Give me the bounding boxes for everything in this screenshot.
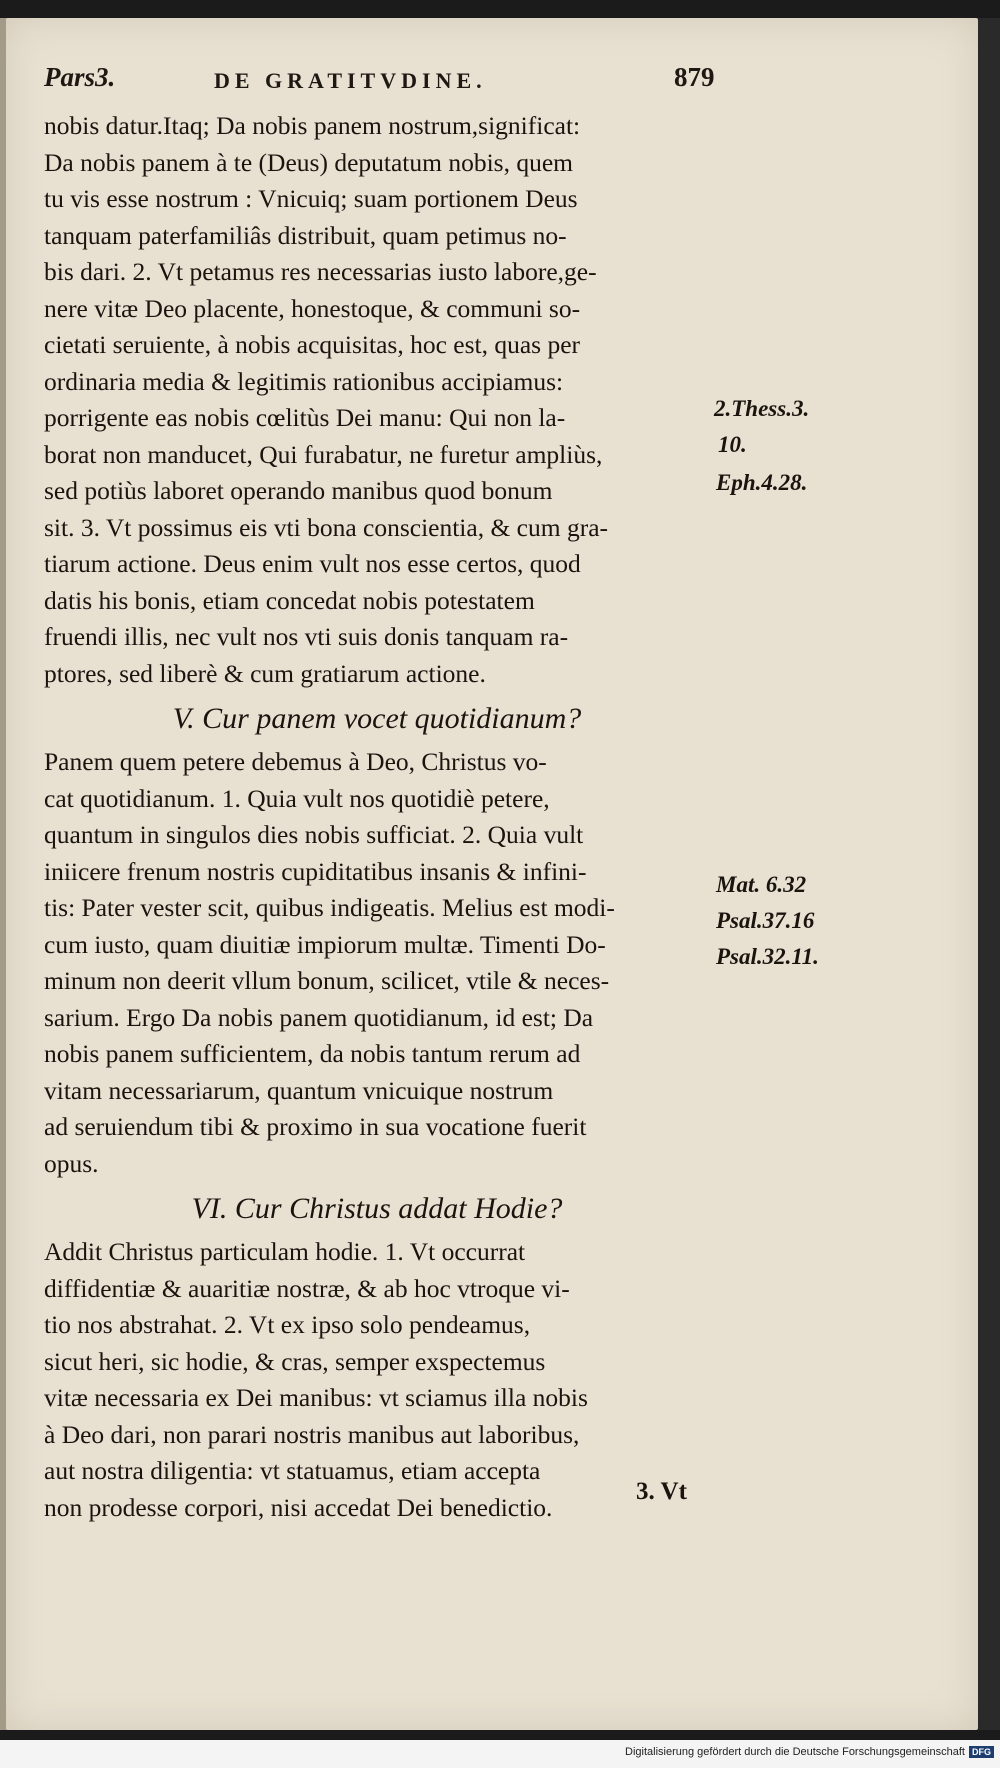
funding-credit — [625, 1746, 994, 1758]
paragraph-intro — [44, 108, 710, 692]
text-line: tiarum actione. Deus enim vult nos esse certos, quod — [44, 549, 581, 578]
text-line: tanquam paterfamiliâs distribuit, quam petimus no- — [44, 220, 567, 250]
running-head-part: Pars3. — [44, 62, 116, 92]
text-line: Addit Christus particulam hodie. 1. Vt occurrat — [44, 1237, 526, 1266]
text-line: ptores, sed liberè & cum gratiarum actione. — [44, 658, 486, 688]
text-line: datis his bonis, etiam concedat nobis potestatem — [44, 585, 535, 615]
page-right-edge — [978, 18, 1000, 1730]
text-line: tis: Pater vester scit, quibus indigeatis. Melius est modi- — [44, 893, 615, 922]
catchword: 3. Vt — [636, 1478, 687, 1505]
margin-note-eph: Eph.4.28. — [716, 470, 808, 495]
margin-note-thess-verse: 10. — [718, 432, 747, 457]
paragraph-section-5 — [44, 744, 710, 1182]
text-line: sarium. Ergo Da nobis panem quotidianum, id est; Da — [44, 1002, 594, 1032]
page-number: 879 — [674, 62, 715, 92]
section-heading-6: VI. Cur Christus addat Hodie? — [191, 1192, 563, 1225]
running-head-title: DE GRATITVDINE. — [214, 68, 487, 93]
text-line: vitam necessariarum, quantum vnicuique nostrum — [44, 1075, 554, 1105]
text-line: tio nos abstrahat. 2. Vt ex ipso solo pendeamus, — [44, 1310, 531, 1339]
text-line: borat non manducet, Qui furabatur, ne furetur ampliùs, — [44, 439, 603, 469]
text-line: nobis panem sufficientem, da nobis tantum rerum ad — [44, 1039, 581, 1068]
text-line: sed potiùs laboret operando manibus quod bonum — [44, 476, 553, 505]
text-line: cum iusto, quam diuitiæ impiorum multæ. Timenti Do- — [44, 929, 606, 959]
section-heading-5: V. Cur panem vocet quotidianum? — [172, 702, 582, 735]
text-line: ordinaria media & legitimis rationibus accipiamus: — [44, 366, 564, 396]
text-line: aut nostra diligentia: vt statuamus, etiam accepta — [44, 1456, 541, 1485]
text-line: bis dari. 2. Vt petamus res necessarias iusto labore,ge- — [44, 257, 597, 286]
text-line: iniicere frenum nostris cupiditatibus insanis & infini- — [44, 856, 587, 886]
text-line: sicut heri, sic hodie, & cras, semper exspectemus — [44, 1346, 546, 1376]
text-line: minum non deerit vllum bonum, scilicet, vtile & neces- — [44, 966, 610, 995]
text-line: cat quotidianum. 1. Quia vult nos quotidiè petere, — [44, 783, 550, 813]
text-line: à Deo dari, non parari nostris manibus aut laboribus, — [44, 1419, 580, 1449]
margin-note-mat: Mat. 6.32 — [716, 872, 807, 897]
margin-note-psal-2: Psal.32.11. — [716, 944, 819, 969]
text-line: Da nobis panem à te (Deus) deputatum nobis, quem — [44, 147, 574, 177]
text-line: cietati seruiente, à nobis acquisitas, hoc est, quas per — [44, 330, 581, 359]
text-line: nobis datur.Itaq; Da nobis panem nostrum,significat: — [44, 111, 581, 140]
margin-note-psal-1: Psal.37.16 — [716, 908, 815, 933]
text-line: porrigente eas nobis cœlitùs Dei manu: Qui non la- — [44, 403, 566, 432]
running-head — [44, 62, 724, 102]
text-line: nere vitæ Deo placente, honestoque, & communi so- — [44, 293, 581, 323]
text-line: fruendi illis, nec vult nos vti suis donis tanquam ra- — [44, 622, 569, 651]
main-text — [44, 108, 710, 1526]
dfg-logo-icon: DFG — [969, 1746, 994, 1758]
credit-text: Digitalisierung gefördert durch die Deutsche Forschungsgemeinschaft — [625, 1746, 965, 1758]
text-line: non prodesse corpori, nisi accedat Dei benedictio. — [44, 1492, 553, 1522]
margin-note-thess: 2.Thess.3. — [714, 396, 810, 421]
paragraph-section-6 — [44, 1234, 710, 1526]
text-line: opus. — [44, 1148, 99, 1178]
text-line: ad seruiendum tibi & proximo in sua vocatione fuerit — [44, 1112, 587, 1141]
text-line: quantum in singulos dies nobis sufficiat. 2. Quia vult — [44, 820, 584, 849]
text-line: Panem quem petere debemus à Deo, Christus vo- — [44, 747, 547, 776]
text-line: sit. 3. Vt possimus eis vti bona conscientia, & cum gra- — [44, 512, 609, 542]
text-line: tu vis esse nostrum : Vnicuiq; suam portionem Deus — [44, 184, 578, 213]
text-line: vitæ necessaria ex Dei manibus: vt sciamus illa nobis — [44, 1383, 588, 1412]
text-line: diffidentiæ & auaritiæ nostræ, & ab hoc vtroque vi- — [44, 1273, 570, 1303]
